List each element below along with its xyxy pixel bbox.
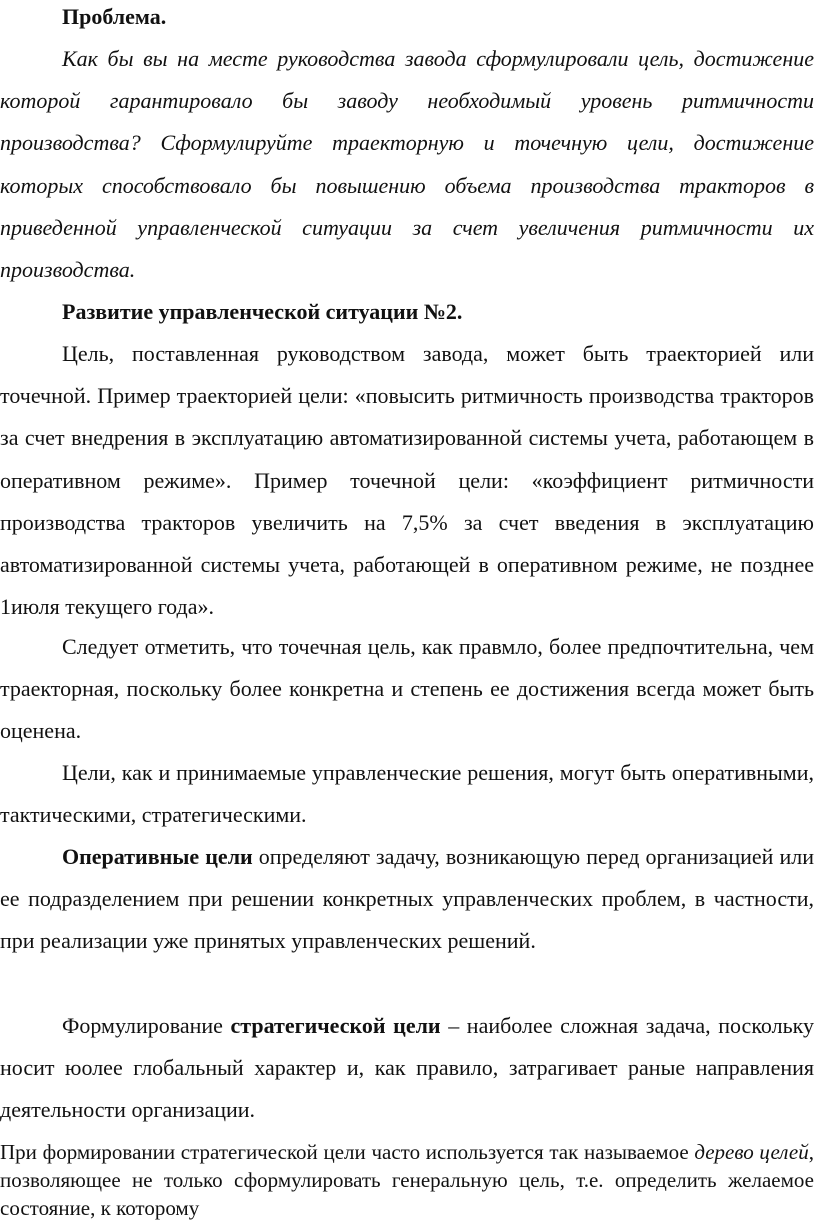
strategic-goal-term: стратегической цели: [230, 1013, 441, 1038]
paragraph-goal-levels: Цели, как и принимаемые управленческие решения, могут быть оперативными, тактическими, стратегическими.: [0, 760, 814, 828]
operational-goals-text: определяют задачу, возникающую перед организацией или ее подразделением при решении конкретных управленческих проблем, в частности, при реализации уже принятых управленческих решений.: [0, 844, 814, 954]
section-heading: Развитие управленческой ситуации №2.: [62, 299, 463, 324]
paragraph-operational-goals: [0, 836, 814, 963]
paragraph-goal-tree: [0, 1138, 814, 1222]
paragraph-point-goal: Следует отметить, что точечная цель, как правмло, более предпочтительна, чем траекторная, поскольку более конкретна и степень ее достижения всегда может быть оценена.: [0, 634, 814, 744]
operational-goals-term: Оперативные цели: [62, 844, 253, 869]
problem-text: Как бы вы на месте руководства завода сформулировали цель, достижение которой гарантировало бы заводу необходимый уровень ритмичности производства? Сформулируйте траекторную и точечную цели, достижение которых способствовало бы повышению объема производства тракторов в приведенной управленческой ситуации за счет увеличения ритмичности их производства.: [0, 46, 814, 283]
paragraph-goal-types: Цель, поставленная руководством завода, может быть траекторией или точечной. Пример траекторией цели: «повысить ритмичность производства тракторов за счет внедрения в эксплуатацию автоматизированной системы учета, работающем в оперативном режиме». Пример точечной цели: «коэффициент ритмичности производства тракторов увеличить на 7,5% за счет введения в эксплуатацию автоматизированной системы учета, работающей в оперативном режиме, не позднее 1июля текущего года».: [0, 341, 814, 620]
goal-tree-text: , позволяющее не только сформулировать генеральную цель, т.е. определить желаемое состояние, к которому: [0, 1140, 814, 1220]
strategic-goal-lead: Формулирование: [62, 1013, 231, 1038]
goal-tree-lead: При формировании стратегической цели часто используется так называемое: [0, 1140, 695, 1164]
problem-heading: Проблема.: [62, 4, 167, 29]
strategic-goal-text: – наиболее сложная задача, поскольку носит юолее глобальный характер и, как правило, затрагивает раные направления деятельности организации.: [0, 1013, 814, 1123]
goal-tree-term: дерево целей: [694, 1140, 809, 1164]
paragraph-strategic-goal: [0, 1005, 814, 1132]
